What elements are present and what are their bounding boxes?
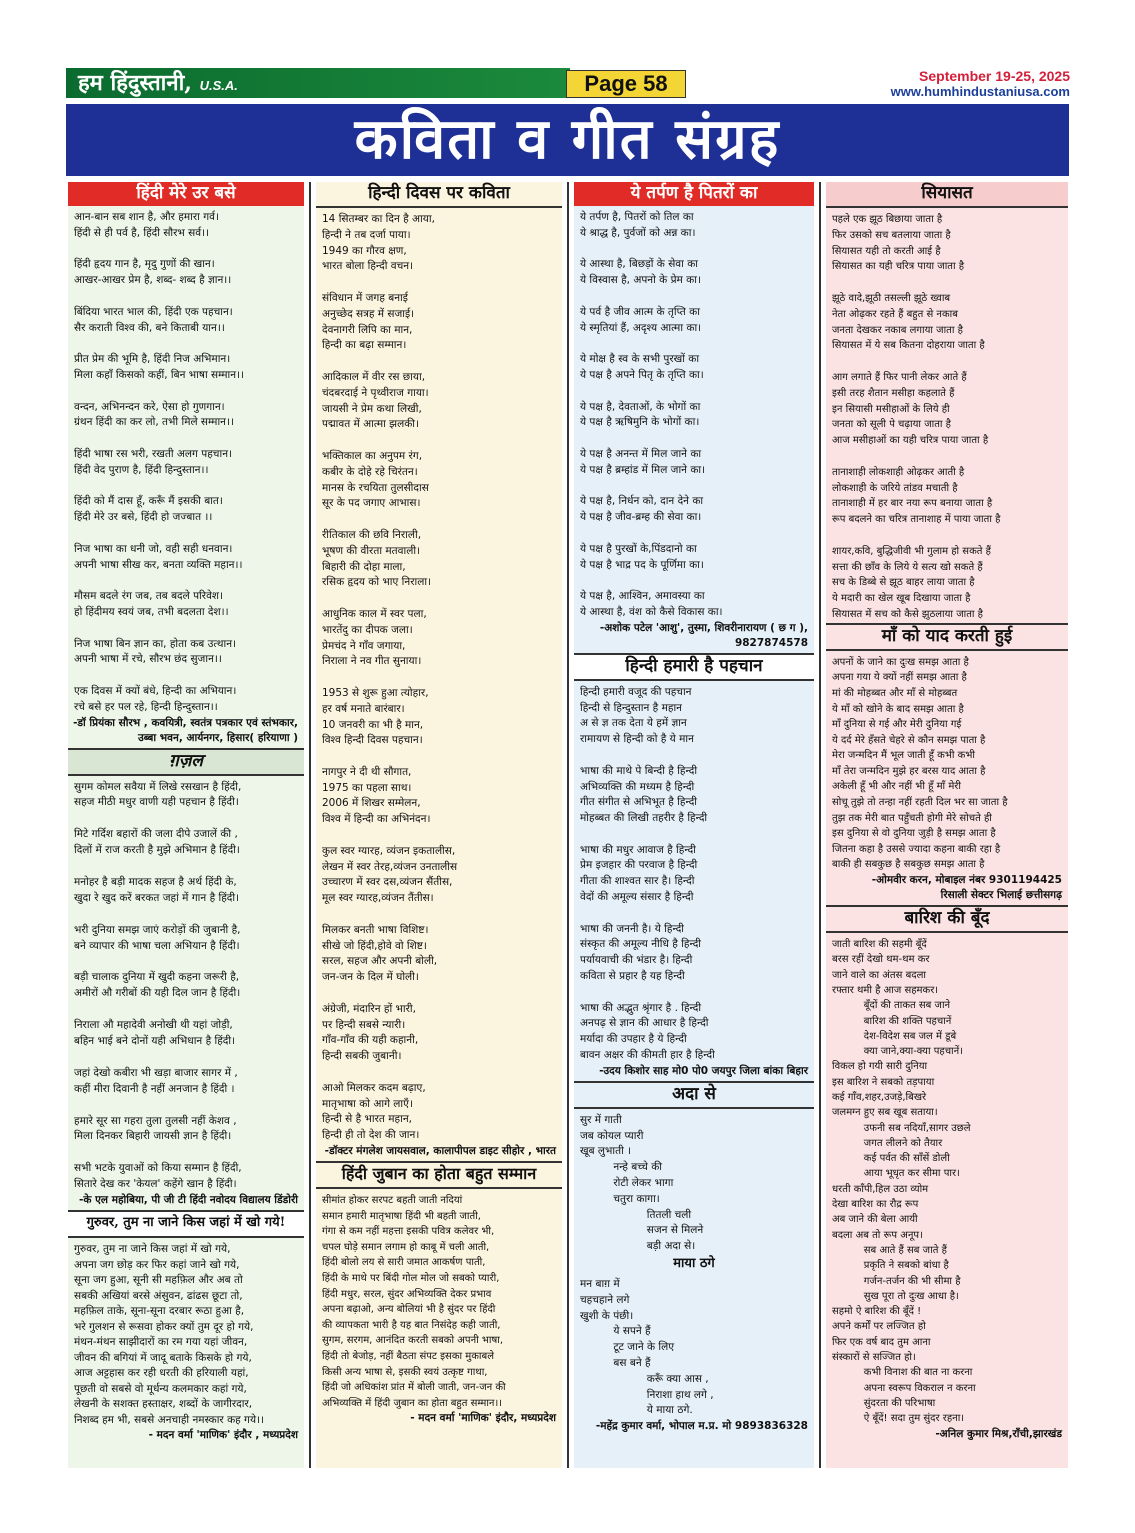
poem-text: ये तर्पण है, पितरों को तिल का ये श्राद्ध है, पुर्वजों को अन्न का। ये आस्था है, बिछड़ों के सेवा का ये विस्वास है, अपनो के प्रेम का। ये पर्व है जीव आत्म के तृप्ति का ये स्मृतियां हैं, अदृश्य आत्मा का। ये मोक्ष है स्व के सभी पुरखों का ये पक्ष है अपने पितृ के तृप्ति का। ये पक्ष है, देवताओं, के भोगों का ये पक्ष है ऋषिमुनि के भोगों का। ये पक्ष है अनन्त में मिल जाने का ये पक्ष है ब्रम्हांड में मिल जाने का। ये पक्ष है, निर्धन को, दान देने का ये पक्ष है जीव-ब्रम्ह की सेवा का। ये पक्ष है पुरखों के,पिंडदानो का ये पक्ष है भाद्र पद के पूर्णिमा का। ये पक्ष है, आश्विन, अमावस्या का ये आस्था है, वंश को कैसे विकास का। <box>580 211 723 618</box>
poem-text: सुगम कोमल सवैया में लिखे रसखान है हिंदी, सहज मीठी मधुर वाणी यही पहचान है हिंदी। मिटे गर्दिश बहारों की जला दीपे उजालें की , दिलों में राज करती है मुझे अभिमान है हिंदी। मनोहर है बड़ी मादक सहज है अर्थ हिंदी के, खुदा रे खुद करें बरकत जहां में गान है हिंदी। भरी दुनिया समझ जाएं करोड़ों की जुबानी है, बने व्यापार की भाषा चला अभियान है हिंदी। बड़ी चालाक दुनिया में खुदी कहना जरूरी है, अमीरों औ गरीबों की यही दिल जान है हिंदी। निराला औ महादेवी अनोखी थी यहां जोड़ी, बहिन भाई बने दोनों यही अभिधान है हिंदी। जहां देखो कबीरा भी खड़ा बाजार सागर में , कहीं मीरा दिवानी है नहीं अनजान है हिंदी । हमारे सूर सा गहरा तुला तुलसी नहीं केशव , मिला दिनकर बिहारी जायसी ज्ञान है हिंदी। सभी भटके युवाओं को किया सम्मान है हिंदी, सितारे देख कर 'केयल' कहेंगे खान है हिंदी। <box>74 780 242 1191</box>
poem-title: हिन्दी दिवस पर कविता <box>316 182 562 208</box>
issue-date: September 19-25, 2025 <box>919 68 1070 84</box>
poem-title: माँ को याद करती हुई <box>826 623 1068 651</box>
poem-author: -अनिल कुमार मिश्र,राँची,झारखंड <box>935 1427 1062 1440</box>
column-1 <box>68 182 304 1468</box>
newspaper-logo[interactable] <box>66 68 570 98</box>
masthead <box>66 68 1070 98</box>
poem-text: हिन्दी हमारी वजूद की पहचान हिन्दी से हिन्दुस्तान है महान अ से ज्ञ तक देता ये हमें ज्ञान रामायण से हिन्दी को है ये मान भाषा की माथे पे बिन्दी है हिन्दी अभिव्यक्ति की मध्यम है हिन्दी गीत संगीत से अभिभूत है हिन्दी मोहब्बत की लिखी तहरीर है हिन्दी भाषा की मधुर आवाज है हिन्दी प्रेम इजहार की परवाज है हिन्दी गीता की शाश्वत सार है। हिन्दी वेदों की अमूल्य संसार है हिन्दी भाषा की जननी है। ये हिन्दी संस्कृत की अमूल्य नीधि है हिन्दी पर्यायवाची की भंडार है। हिन्दी कविता से प्रहार है यह हिन्दी भाषा की अद्भुत श्रृंगार है . हिन्दी अनपढ़ से ज्ञान की आधार है हिन्दी मर्यादा की उपहार है ये हिन्दी बावन अक्षर की कीमती हार है हिन्दी <box>580 685 715 1062</box>
poem-title: गुरुवर, तुम ना जाने किस जहां में खो गये! <box>68 1210 304 1238</box>
poem-author: -महेंद्र कुमार वर्मा, भोपाल म.प्र. मो 9893836328 <box>595 1420 808 1433</box>
column-divider <box>309 182 311 1468</box>
poem-text: अपनों के जाने का दुःख समझ आता है अपना गया ये क्यों नहीं समझ आता है मां की मोहब्बत और माँ से मोहब्बत ये माँ को खोने के बाद समझ आता है माँ दुनिया से गई और मेरी दुनिया गई ये दर्द मेरे हँसते चेहरे से कौन समझ पाता है मेरा जन्मदिन मैं भूल जाती हूँ कभी कभी माँ तेरा जन्मदिन मुझे हर बरस याद आता है अकेली हूँ भी और नहीं भी हूँ माँ मेरी सोचू तुझे तो तन्हा नहीं रहती दिल भर सा जाता है तुझ तक मेरी बात पहुँचती होगी मेरे सोचते ही इस दुनिया से वो दुनिया जुड़ी है समझ आता है जितना कहा है उससे ज्यादा कहना बाकी रहा है बाकी ही सबकुछ है सबकुछ समझ आता है <box>832 656 1008 871</box>
poem-title: बारिश की बूँद <box>826 905 1068 933</box>
poem-text: पहले एक झूठ बिछाया जाता है फिर उसको सच बतलाया जाता है सियासत यही तो करती आई है सियासत का यही चरित्र पाया जाता है झूठे वादे,झूठी तसल्ली झूठे ख्वाब नेता ओढ़कर रहते हैं बहुत से नकाब जनता देखकर नकाब लगाया जाता है सियासत में ये सब कितना दोहराया जाता है आग लगाते हैं फिर पानी लेकर आते हैं इसी तरह शैतान मसीहा कहलाते हैं इन सियासी मसीहाओं के लिये ही जनता को सूली पे चढ़ाया जाता है आज मसीहाओं का यही चरित्र पाया जाता है तानाशाही लोकशाही ओढ़कर आती है लोकशाही के जरिये तांडव मचाती है तानाशाही में हर बार नया रूप बनाया जाता है रूप बदलने का चरित्र तानाशाह में पाया जाता है शायर,कवि, बुद्धिजीवी भी गुलाम हो सकते हैं सत्ता की छाँव के लिये ये सत्य खो सकते हैं सच के डिब्बे से झूठ बाहर लाया जाता है ये मदारी का खेल खूब दिखाया जाता है सियासत में सच को कैसे झुठलाया जाता है <box>832 214 1001 620</box>
poem-text: सीमांत होकर सरपट बहती जाती नदियां समान हमारी मातृभाषा हिंदी भी बहती जाती, गंगा से कम नहीं महत्ता इसकी पवित्र कलेवर भी, चपल घोड़े समान लगाम हो काबू में चली आती, हिंदी बोलो लय से सारी जमात आकर्षण पाती, हिंदी के माथे पर बिंदी गोल मोल जो सबको प्यारी, हिंदी मधुर, सरल, सुंदर अभिव्यक्ति देकर प्रभाव अपना बढ़ाओ, अन्य बोलियां भी है सुंदर पर हिंदी की व्यापकता भारी है यह बात निसंदेह कही जाती, सुगम, सरगम, आनंदित करती सबको अपनी भाषा, हिंदी तो बेजोड़, नहीं बैठता संपट इसका मुकाबले किसी अन्य भाषा से, इसकी स्वयं उत्कृष्ट गाथा, हिंदी जो अधिकांश प्रांत में बोली जाती, जन-जन की अभिव्यक्ति में हिंदी जुबान का होता बहुत सम्मान।। <box>322 1195 506 1409</box>
issue-info <box>891 68 1070 99</box>
poem-text: गुरुवर, तुम ना जाने किस जहां में खो गये, अपना जग छोड़ कर फिर कहां जाने खो गये, सूना जग हुआ, सूनी सी महफ़िल और अब तो सबकी अखियां बरसे अंसुवन, ढांढस छूटा तो, महफ़िल ताके, सूना-सूना दरबार रूठा हुआ है, भरे गुलशन से रूसवा होकर क्यों तुम दूर हो गये, मंथन-मंथन साझीदारों का रम गया यहां जीवन, जीवन की बगियां में जादू बताके किसके हो गये, आज अट्टहास कर रही धरती की हरियाली यहां, पूछती वो सबसे वो मूर्धन्य कलमकार कहां गये, लेखनी के सशक्त हस्ताक्षर, शब्दों के जागीरदार, निशब्द हम भी, सबसे अनचाही नमस्कार कह गये।। <box>74 1243 265 1426</box>
poem-text: आन-बान सब शान है, और हमारा गर्व। हिंदी से ही पर्व है, हिंदी सौरभ सर्व।। हिंदी हृदय गान है, मृदु गुणों की खान। आखर-आखर प्रेम है, शब्द- शब्द है ज्ञान।। बिंदिया भारत भाल की, हिंदी एक पहचान। सैर कराती विश्व की, बने किताबी यान।। प्रीत प्रेम की भूमि है, हिंदी निज अभिमान। मिला कहाँ किसको कहीं, बिन भाषा सम्मान।। वन्दन, अभिनन्दन करे, ऐसा हो गुणगान। ग्रंथन हिंदी का कर लो, तभी मिले सम्मान।। हिंदी भाषा रस भरी, रखती अलग पहचान। हिंदी वेद पुराण है, हिंदी हिन्दुस्तान।। हिंदी को मैं दास हूँ, करूँ मैं इसकी बात। हिंदी मेरे उर बसे, हिंदी हो जज्बात ।। निज भाषा का धनी जो, वही सही धनवान। अपनी भाषा सीख कर, बनता व्यक्ति महान।। मौसम बदले रंग जब, तब बदले परिवेश। हो हिंदीमय स्वयं जब, तभी बदलता देश।। निज भाषा बिन ज्ञान का, होता कब उत्थान। अपनी भाषा में रचे, सौरभ छंद सुजान।। एक दिवस में क्यों बंधे, हिन्दी का अभियान। रचे बसे हर पल रहे, हिन्दी हिन्दुस्तान।। <box>74 211 245 713</box>
poem-title: हिन्दी हमारी है पहचान <box>574 653 814 681</box>
column-divider <box>567 182 569 1468</box>
poem-author: -अशोक पटेल 'आशु', तुस्मा, शिवरीनारायण ( छ ग ), 9827874578 <box>599 621 812 649</box>
poem-text: जाती बारिश की सहमी बूँदें बरस रहीं देखो थम-थम कर जाने वाले का अंतस बदला रफ्तार थमी है आज सहमकर। बूँदों की ताकत सब जाने बारिश की शक्ति पहचानें देश-विदेश सब जल में डूबे क्या जाने,क्या-क्या पहचानें। विकल हो गयी सारी दुनिया इस बारिश ने सबको तड़पाया कई गाँव,शहर,उजड़े,बिखरे जलमग्न हुए सब खूब सताया। उफनी सब नदियाँ,सागर उछले जगत लीलने को तैयार कई पर्वत की साँसें डोली आया भूधृत कर सीमा पार। धरती काँपी,हिल उठा व्योम देखा बारिश का रौद्र रूप अब जाने की बेला आयी बदला अब तो रूप अनूप। सब आते हैं सब जाते हैं प्रकृति ने सबको बांधा है गर्जन-तर्जन की भी सीमा है सुख पूरा तो दुःख आधा है। सहमो ऐ बारिश की बूँदें ! अपने कर्मों पर लज्जित हो फिर एक वर्ष बाद तुम आना संस्कारों से सज्जित हो। कभी विनाश की बात ना करना अपना स्वरूप विकराल न करना सुंदरता की परिभाषा ऐ बूँदें! सदा तुम सुंदर रहना। <box>832 939 976 1425</box>
column-divider <box>819 182 821 1468</box>
poem-author: - मदन वर्मा 'माणिक' इंदौर, मध्यप्रदेश <box>410 1412 556 1425</box>
poem-author: -डॉक्टर मंगलेश जायसवाल, कालापीपल डाइट सीहोर , भारत <box>324 1145 556 1158</box>
section-banner: कविता व गीत संग्रह <box>66 104 1069 176</box>
poem-author: -उदय किशोर साह मो0 पो0 जयपुर जिला बांका बिहार <box>599 1064 808 1077</box>
poem-author: -के एल महोबिया, पी जी टी हिंदी नवोदय विद्यालय डिंडोरी <box>79 1194 298 1207</box>
poem-text: मन बाग़ में चहचहाने लगे खुशी के पंछी। ये सपने हैं टूट जाने के लिए बस बने हैं करूँ क्या आस , निराशा हाथ लगे , ये माया ठगे. <box>580 1278 714 1417</box>
column-4 <box>826 182 1068 1468</box>
page-number: Page 58 <box>566 70 686 98</box>
poem-text: 14 सितम्बर का दिन है आया, हिन्दी ने तब दर्जा पाया। 1949 का गौरव क्षण, भारत बोला हिन्दी वचन। संविधान में जगह बनाई अनुच्छेद सत्रह में सजाई। देवनागरी लिपि का मान, हिन्दी का बढ़ा सम्मान। आदिकाल में वीर रस छाया, चंदबरदाई ने पृथ्वीराज गाया। जायसी ने प्रेम कथा लिखी, पद्मावत में आत्मा झलकी। भक्तिकाल का अनुपम रंग, कबीर के दोहे रहे चिरंतन। मानस के रचयिता तुलसीदास सूर के पद जगाए आभास। रीतिकाल की छवि निराली, भूषण की वीरता मतवाली। बिहारी की दोहा माला, रसिक हृदय को भाए निराला। आधुनिक काल में स्वर पला, भारतेंदु का दीपक जला। प्रेमचंद ने गाँव जगाया, निराला ने नव गीत सुनाया। 1953 से शुरू हुआ त्योहार, हर वर्ष मनाते बारंबार। 10 जनवरी का भी है मान, विश्व हिन्दी दिवस पहचान। नागपुर ने दी थी सौगात, 1975 का पहला साथ। 2006 में शिखर सम्मेलन, विश्व में हिन्दी का अभिनंदन। कुल स्वर ग्यारह, व्यंजन इकतालीस, लेखन में स्वर तेरह,व्यंजन उनतालीस उच्चारण में स्वर दस,व्यंजन सैंतीस, मूल स्वर ग्यारह,व्यंजन तैंतीस। मिलकर बनती भाषा विशिष्ट। सीखे जो हिंदी,होवे वो शिष्ट। सरल, सहज और अपनी बोली, जन-जन के दिल में घोली। अंग्रेजी, मंदारिन हों भारी, पर हिन्दी सबसे न्यारी। गाँव-गाँव की यही कहानी, हिन्दी सबकी जुबानी। आओ मिलकर कदम बढ़ाए, मातृभाषा को आगे लाएँ। हिन्दी से है भारत महान, हिन्दी ही तो देश की जान। <box>322 213 458 1142</box>
column-3 <box>574 182 814 1468</box>
poem-title: हिंदी जुबान का होता बहुत सम्मान <box>316 1161 562 1189</box>
logo-usa: U.S.A. <box>199 78 238 93</box>
poem-title: सियासत <box>826 182 1068 208</box>
poem-title: ये तर्पण है पितरों का <box>574 182 814 206</box>
poem-title: हिंदी मेरे उर बसे <box>68 182 304 206</box>
poem-title: ग़ज़ल <box>68 748 304 776</box>
poem-text: सुर में गाती जब कोयल प्यारी खूब लुभाती । नन्हे बच्चे की रोटी लेकर भागा चतुरा कागा। तितली चली सजन से मिलने बड़ी अदा से। <box>580 1113 704 1253</box>
poem-author: - मदन वर्मा 'माणिक' इंदौर , मध्यप्रदेश <box>148 1429 298 1442</box>
poem-author: -ओमवीर करन, मोबाइल नंबर 9301194425 रिसाली सेक्टर भिलाई छत्तीसगढ़ <box>871 874 1062 902</box>
logo-main: हम हिंदुस्तानी, <box>78 70 200 96</box>
column-2 <box>316 182 562 1468</box>
poem-title: अदा से <box>574 1081 814 1109</box>
poem-title: माया ठगे <box>673 1256 715 1272</box>
website-link[interactable]: www.humhindustaniusa.com <box>890 84 1070 99</box>
poem-author: -डॉ प्रियंका सौरभ , कवयित्री, स्वतंत्र पत्रकार एवं स्तंभकार, उब्बा भवन, आर्यनगर, हिसार( हरियाणा ) <box>73 716 302 744</box>
